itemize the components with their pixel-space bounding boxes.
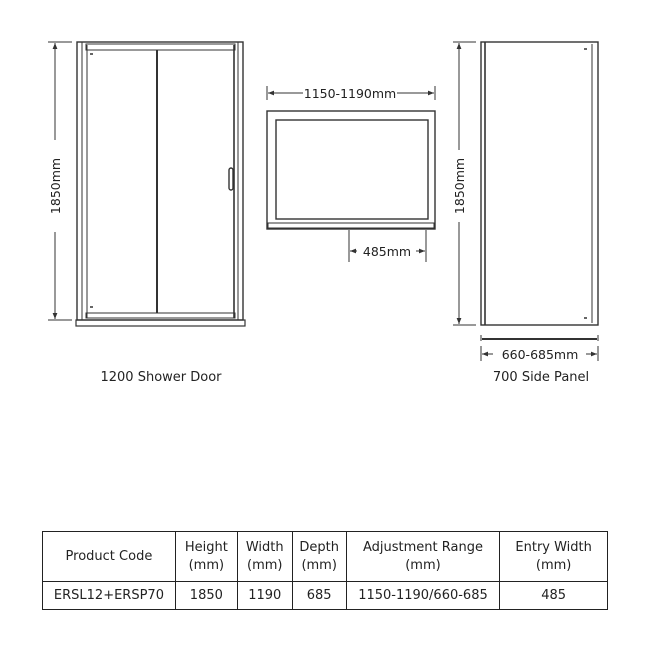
table-row [43, 582, 608, 610]
cell-width: 1190 [237, 582, 292, 610]
table-header-row [43, 532, 608, 582]
header-cell: Adjustment Range (mm) [346, 532, 500, 582]
plan-view [267, 86, 435, 262]
cell-depth: 685 [292, 582, 346, 610]
cell-height: 1850 [175, 582, 237, 610]
header-cell: Product Code [43, 532, 176, 582]
header-cell: Height (mm) [175, 532, 237, 582]
cell-entry-width: 485 [500, 582, 608, 610]
spec-table [42, 531, 608, 610]
header-cell: Entry Width (mm) [500, 532, 608, 582]
shower-door-elevation [48, 42, 245, 326]
side-panel-elevation [453, 42, 598, 361]
cell-adjustment-range: 1150-1190/660-685 [346, 582, 500, 610]
panel-caption: 700 Side Panel [492, 370, 590, 385]
header-cell: Width (mm) [237, 532, 292, 582]
door-height-label: 1850mm [48, 157, 63, 215]
plan-width-label: 1150-1190mm [303, 86, 397, 101]
cell-product-code: ERSL12+ERSP70 [43, 582, 176, 610]
header-cell: Depth (mm) [292, 532, 346, 582]
entry-width-label: 485mm [362, 244, 412, 259]
panel-height-label: 1850mm [452, 157, 467, 215]
panel-width-label: 660-685mm [501, 347, 579, 362]
door-caption: 1200 Shower Door [100, 370, 222, 385]
